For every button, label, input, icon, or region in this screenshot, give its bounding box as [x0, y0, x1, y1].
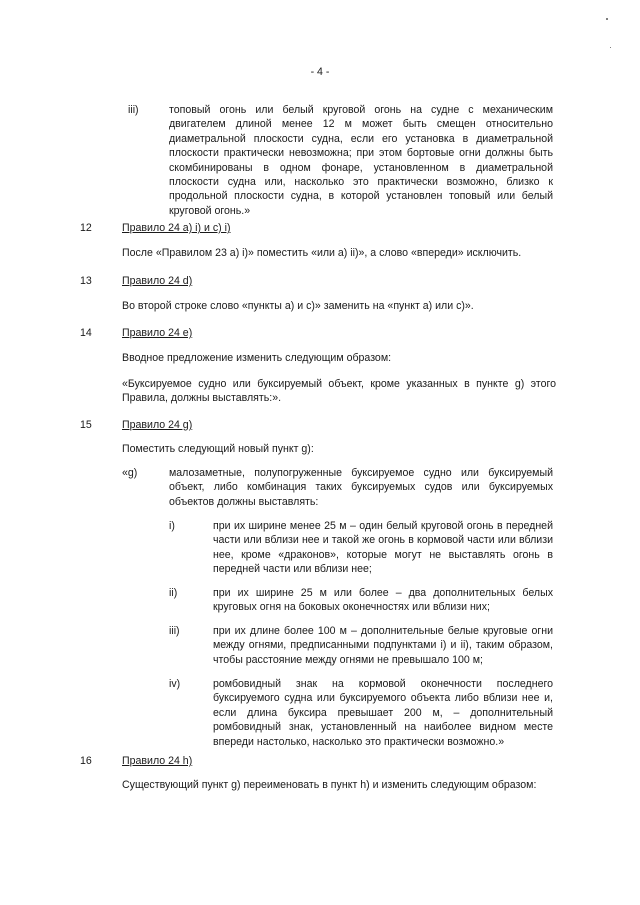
- subitem-text: при их ширине менее 25 м – один белый круговой огонь в передней части или вблизи нее и такой же огонь в кормовой части или вблизи нее, кроме «драконов», которые могут не выставлять огонь в передней части или вблизи нее;: [213, 520, 553, 576]
- item-g-marker: «g): [122, 467, 138, 479]
- section-heading: Правило 24 a) i) и c) i): [122, 222, 231, 234]
- subitem-marker: iv): [169, 678, 181, 690]
- subitem-text: при их ширине 25 м или более – два дополнительных белых круговых огня на боковых оконечностях или вблизи них;: [213, 587, 553, 614]
- subitem-marker: iii): [169, 625, 180, 637]
- section-paragraph: «Буксируемое судно или буксируемый объект, кроме указанных в пункте g) этого Правила, должны выставлять:».: [122, 378, 556, 405]
- item-g-text: малозаметные, полупогруженные буксируемое судно или буксируемый объект, либо комбинация таких буксируемых судов или буксируемых объектов должны выставлять:: [169, 467, 553, 508]
- item-iii-marker: iii): [128, 104, 139, 116]
- subitem-text: при их длине более 100 м – дополнительные белые круговые огни между огнями, предписанными подпунктами i) и ii), таким образом, чтобы расстояние между огнями не превышало 100 м;: [213, 625, 553, 666]
- section-number: 16: [80, 755, 92, 767]
- section-number: 13: [80, 275, 92, 287]
- section-number: 15: [80, 419, 92, 431]
- scan-speck: [610, 47, 611, 48]
- subitem-marker: i): [169, 520, 175, 532]
- section-paragraph: После «Правилом 23 a) i)» поместить «или a) ii)», а слово «впереди» исключить.: [122, 247, 522, 259]
- section-heading: Правило 24 e): [122, 327, 193, 339]
- section-heading: Правило 24 g): [122, 419, 193, 431]
- subitem-text: ромбовидный знак на кормовой оконечности последнего буксируемого судна или буксируемого объекта либо вблизи нее и, если длина буксира превышает 200 м, – дополнительный ромбовидный знак, установленный на наиболее видном месте впереди настолько, насколько это практически возможно.»: [213, 678, 553, 748]
- subitem-marker: ii): [169, 587, 178, 599]
- section-paragraph: Вводное предложение изменить следующим образом:: [122, 352, 392, 364]
- scan-speck: [606, 18, 608, 20]
- section-heading: Правило 24 h): [122, 755, 193, 767]
- section-paragraph: Во второй строке слово «пункты a) и c)» заменить на «пункт a) или c)».: [122, 300, 474, 312]
- section-paragraph: Существующий пункт g) переименовать в пункт h) и изменить следующим образом:: [122, 779, 537, 791]
- item-iii-text: топовый огонь или белый круговой огонь на судне с механическим двигателем длиной менее 12 м может быть смещен относительно диаметральной плоскости судна, если его установка в диаметральной плоскости практически невозможна; при этом бортовые огни должны быть скомбинированы в одном фонаре, установленном в диаметральной плоскости судна или, насколько это практически возможно, близко к продольной плоскости судна, в которой установлен топовый или белый круговой огонь.»: [169, 104, 553, 217]
- section-number: 14: [80, 327, 92, 339]
- section-paragraph: Поместить следующий новый пункт g):: [122, 443, 314, 455]
- page-number: - 4 -: [310, 66, 330, 78]
- section-heading: Правило 24 d): [122, 275, 193, 287]
- section-number: 12: [80, 222, 92, 234]
